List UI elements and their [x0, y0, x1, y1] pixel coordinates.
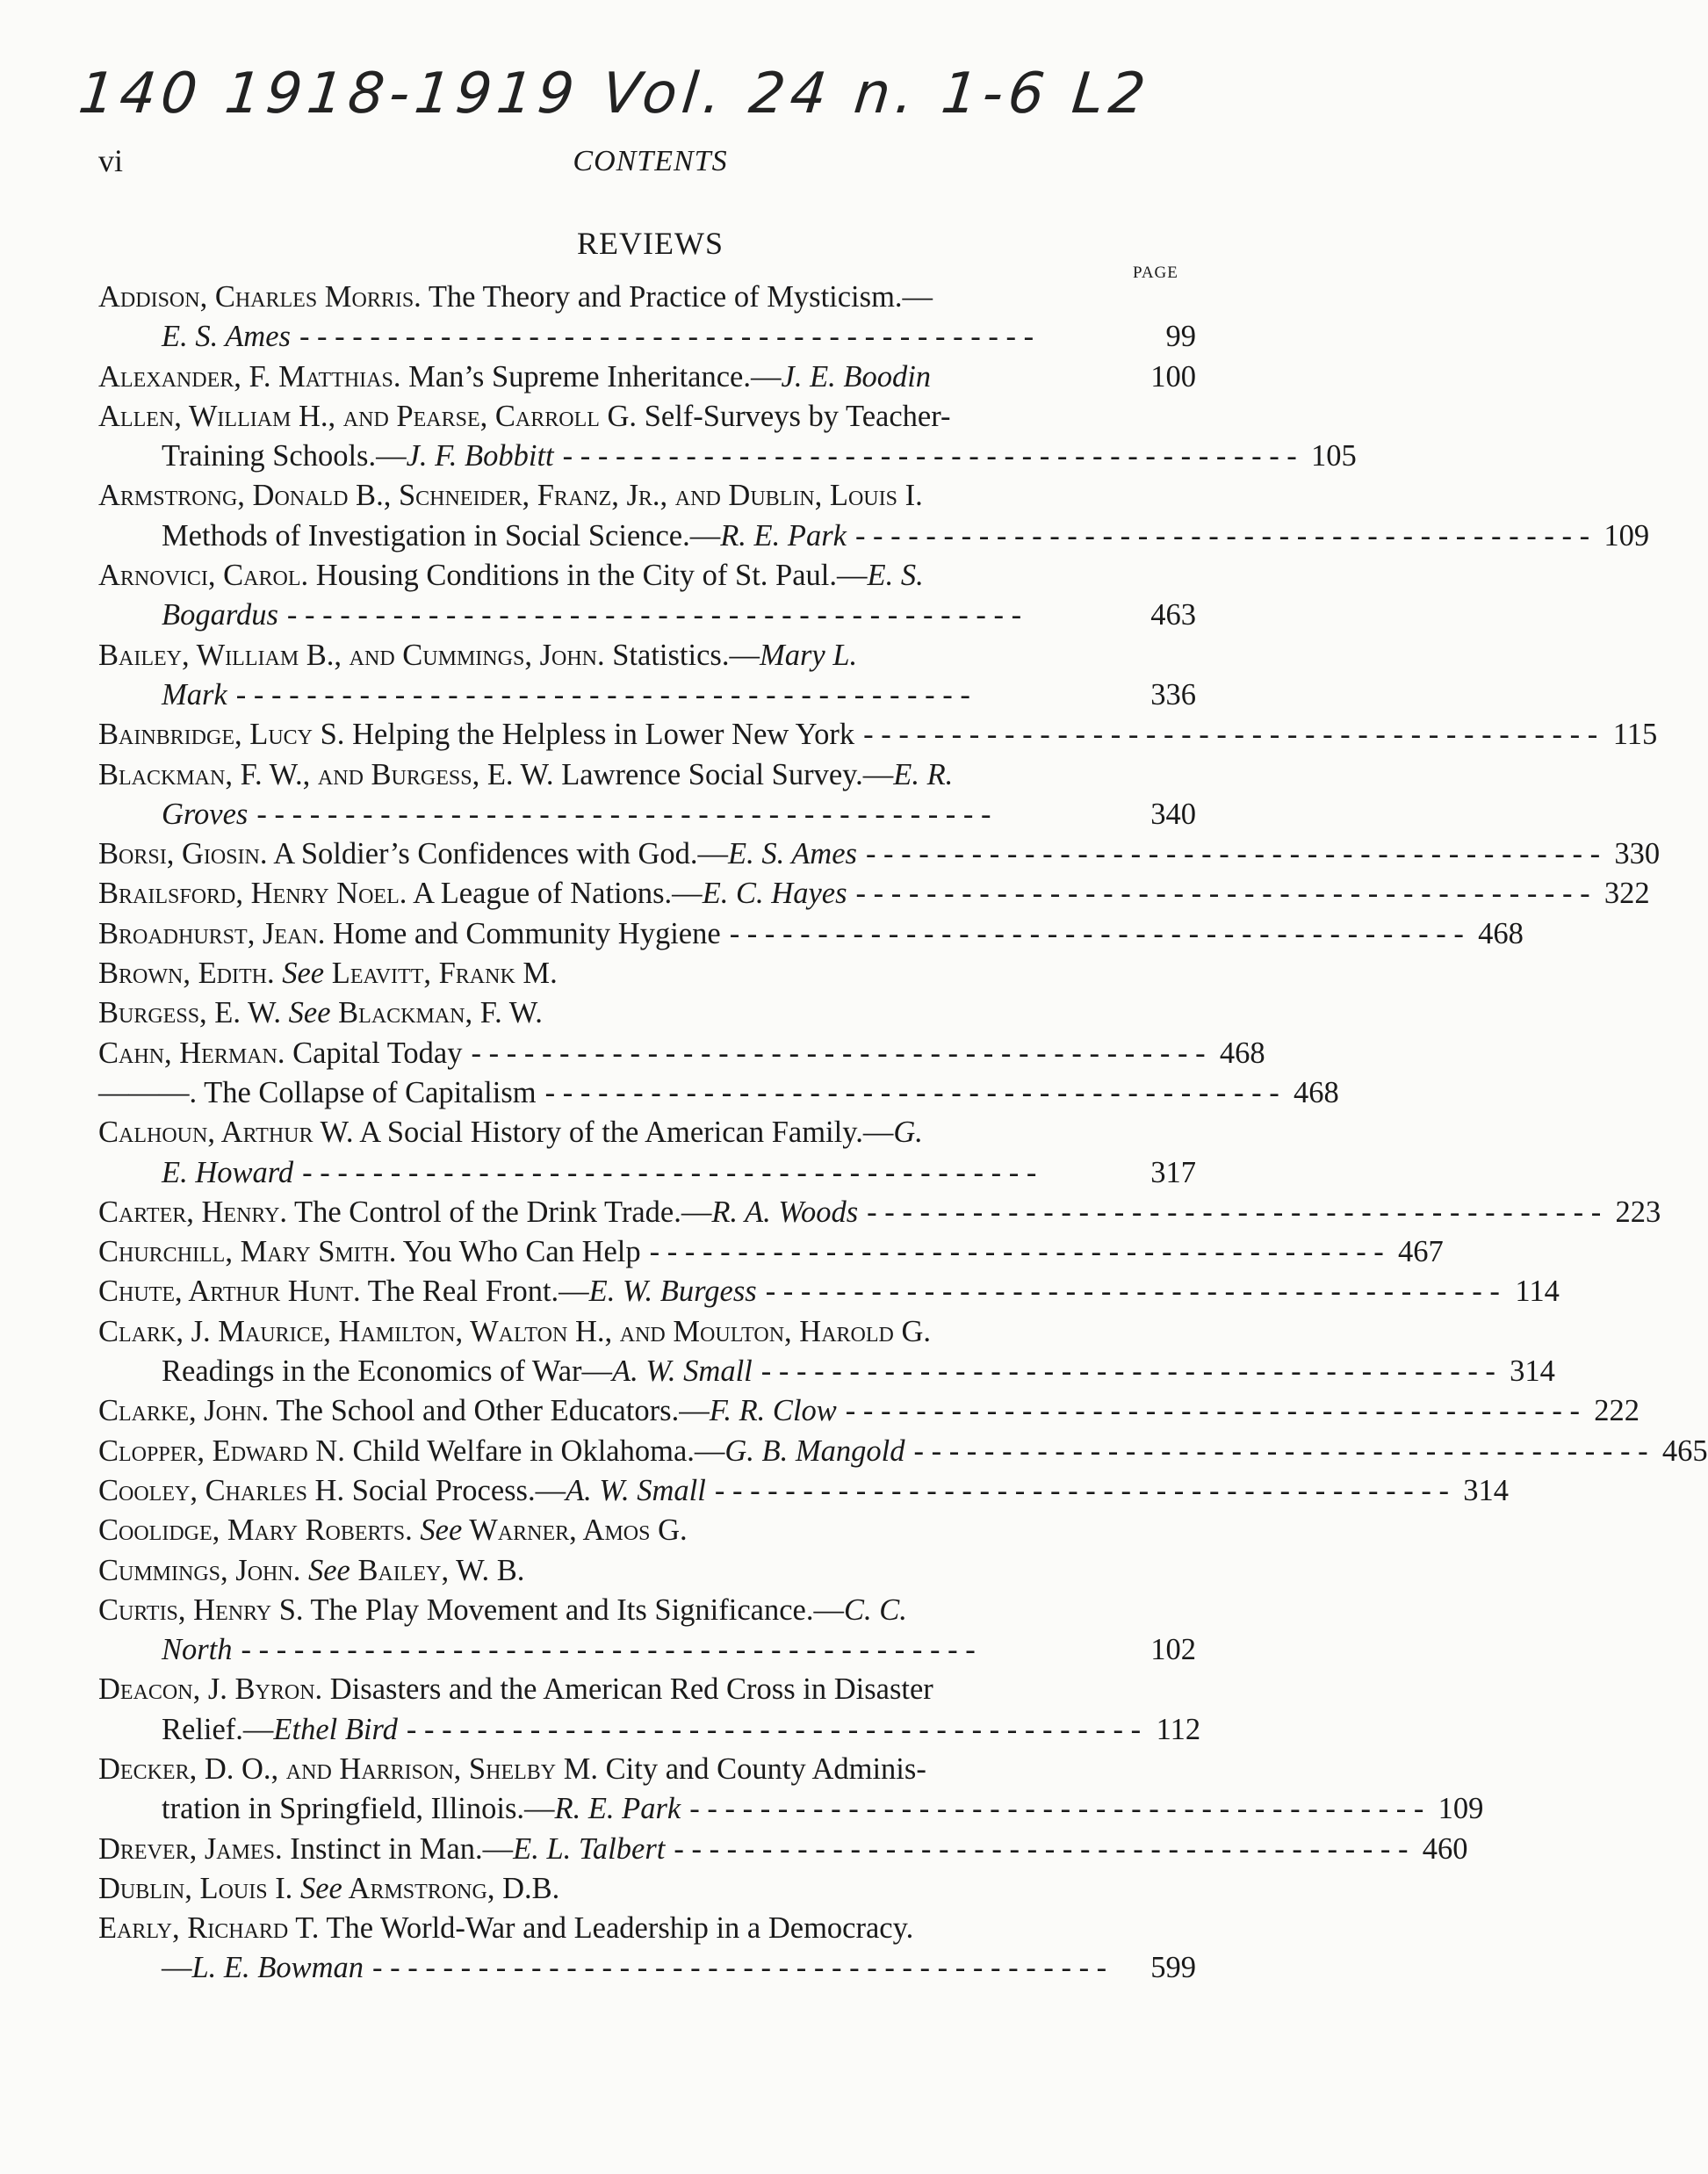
entry-line	[98, 1511, 1196, 1550]
entry-line	[98, 1391, 1640, 1431]
section-title: REVIEWS	[577, 226, 724, 261]
dot-leader: - - - - - - - - - - - - - - - - - - - - - - - - - - - - - - - - - - - - - - - - - -	[471, 1036, 1206, 1070]
entry-text	[162, 516, 847, 556]
entry-author: Addison, Charles Morris.	[98, 280, 422, 314]
entry-reviewer: Bogardus	[162, 598, 278, 632]
dot-leader: - - - - - - - - - - - - - - - - - - - - - - - - - - - - - - - - - - - - - - - - - -	[865, 837, 1601, 871]
entry-reviewer: G.	[893, 1116, 923, 1150]
entry-line	[98, 874, 1650, 914]
entry-page-number: 99	[1165, 320, 1196, 354]
entry-title: The Play Movement and Its Significance.—	[303, 1593, 844, 1627]
entry-author: Dublin, Louis I.	[98, 1871, 293, 1905]
entry-text	[98, 1272, 757, 1311]
entry-title	[275, 957, 283, 990]
entry-page-number: 468	[1478, 916, 1524, 950]
entry-page-number: 330	[1614, 837, 1661, 871]
entry-text	[98, 1113, 923, 1152]
entry-continuation-line	[98, 795, 1196, 834]
entry-page-number: 468	[1219, 1036, 1265, 1070]
entry-text	[98, 1193, 858, 1232]
entry-reviewer: R. A. Woods	[711, 1195, 859, 1229]
entry-text	[98, 1909, 913, 1948]
entry-reviewer: E. C. Hayes	[702, 877, 847, 911]
entry-text	[162, 1948, 364, 1988]
entry-text	[162, 1630, 233, 1670]
entry-text	[162, 1153, 293, 1193]
entry-text	[98, 636, 857, 675]
entry-title	[292, 1872, 300, 1905]
entry-line	[98, 1591, 1196, 1630]
entry-title: Home and Community Hygiene	[325, 916, 721, 950]
entry-author: Cummings, John.	[98, 1553, 301, 1587]
entry-text	[98, 1670, 933, 1709]
entry-page-number: 468	[1294, 1075, 1339, 1109]
dot-leader: - - - - - - - - - - - - - - - - - - - - - - - - - - - - - - - - - - - - - - - - - -	[913, 1434, 1648, 1468]
entry-line	[98, 1670, 1196, 1709]
entry-title: Methods of Investigation in Social Science.—	[162, 518, 721, 553]
entry-page-number: 460	[1422, 1831, 1468, 1866]
entry-page-number: 463	[1150, 598, 1196, 632]
entry-see-word: See	[288, 996, 331, 1030]
entry-line	[98, 755, 1196, 795]
entry-line	[98, 1471, 1509, 1511]
entry-see-reference: Blackman, F. W.	[330, 996, 543, 1030]
entry-author: Curtis, Henry S.	[98, 1593, 304, 1627]
entry-continuation-line	[98, 1630, 1196, 1670]
entry-reviewer: E. S. Ames	[162, 320, 291, 354]
entry-author: Bainbridge, Lucy S.	[98, 718, 345, 752]
entry-line	[98, 1073, 1339, 1113]
entry-text	[162, 1710, 398, 1750]
entry-page-number: 102	[1150, 1633, 1196, 1667]
entry-text	[98, 1750, 926, 1789]
dot-leader: - - - - - - - - - - - - - - - - - - - - - - - - - - - - - - - - - - - - - - - - - -	[867, 1195, 1602, 1229]
entry-continuation-line	[98, 675, 1196, 715]
entry-line	[98, 278, 1196, 317]
entry-author: Early, Richard T.	[98, 1911, 320, 1946]
entry-line	[98, 914, 1524, 954]
entry-line	[98, 1034, 1265, 1073]
entry-reviewer: L. E. Bowman	[191, 1951, 364, 1985]
dot-leader: - - - - - - - - - - - - - - - - - - - - - - - - - - - - - - - - - - - - - - - - - -	[544, 1075, 1279, 1109]
dot-leader: - - - - - - - - - - - - - - - - - - - - - - - - - - - - - - - - - - - - - - - - - -	[863, 718, 1598, 752]
entry-reviewer: E. R.	[893, 757, 954, 791]
entry-text	[98, 1869, 559, 1909]
dot-leader: - - - - - - - - - - - - - - - - - - - - - - - - - - - - - - - - - - - - - - - - - -	[674, 1831, 1409, 1866]
entry-line	[98, 1272, 1560, 1311]
entry-reviewer: G. B. Mangold	[724, 1434, 905, 1468]
entry-page-number: 336	[1150, 677, 1196, 711]
entry-reviewer: E. L. Talbert	[513, 1831, 666, 1866]
dot-leader: - - - - - - - - - - - - - - - - - - - - - - - - - - - - - - - - - - - - - - - - - -	[649, 1235, 1384, 1269]
entry-author: Deacon, J. Byron.	[98, 1672, 323, 1707]
entry-text	[98, 1073, 537, 1113]
entry-title	[300, 1554, 308, 1587]
entry-text	[98, 1432, 904, 1471]
entry-continuation-line	[98, 1352, 1555, 1391]
dot-leader: - - - - - - - - - - - - - - - - - - - - - - - - - - - - - - - - - - - - - - - - - -	[562, 439, 1297, 473]
entry-title: The Control of the Drink Trade.—	[287, 1195, 712, 1229]
entry-line	[98, 834, 1661, 874]
entry-line	[98, 1909, 1196, 1948]
entry-line	[98, 993, 1196, 1033]
entry-see-reference: Warner, Amos G.	[462, 1513, 688, 1548]
entry-title: Disasters and the American Red Cross in Disaster	[322, 1672, 933, 1707]
entry-author: Broadhurst, Jean.	[98, 916, 326, 950]
entry-line	[98, 1232, 1444, 1272]
entry-page-number: 322	[1604, 877, 1650, 911]
entry-line	[98, 1750, 1196, 1789]
entry-page-number: 599	[1150, 1951, 1196, 1985]
entry-page-number: 340	[1150, 797, 1196, 831]
entry-author: Allen, William H., and Pearse, Carroll G.	[98, 399, 638, 433]
entry-text	[98, 476, 923, 516]
entry-title: Helping the Helpless in Lower New York	[344, 718, 855, 752]
entry-author: Coolidge, Mary Roberts.	[98, 1513, 413, 1548]
entry-text	[98, 1312, 931, 1352]
entry-text	[98, 1391, 837, 1431]
page-folio: vi	[98, 143, 124, 178]
entry-author: Bailey, William B., and Cummings, John.	[98, 638, 605, 672]
entry-reviewer: E. Howard	[162, 1155, 294, 1189]
entry-page-number: 465	[1661, 1434, 1708, 1468]
entry-page-number: 112	[1156, 1712, 1201, 1746]
entry-text	[98, 1471, 706, 1511]
dot-leader: - - - - - - - - - - - - - - - - - - - - - - - - - - - - - - - - - - - - - - - - - -	[760, 1354, 1495, 1389]
entry-author: Brown, Edith.	[98, 957, 275, 991]
entry-author: Calhoun, Arthur W.	[98, 1116, 354, 1150]
entry-see-reference: Leavitt, Frank M.	[324, 957, 558, 991]
entry-continuation-line	[98, 437, 1357, 476]
entry-text	[162, 596, 278, 635]
entry-text	[98, 1232, 641, 1272]
entry-text	[98, 278, 933, 317]
entry-author: Churchill, Mary Smith.	[98, 1235, 397, 1269]
entry-line	[98, 715, 1658, 755]
entry-continuation-line	[98, 596, 1196, 635]
entry-see-word: See	[299, 1871, 342, 1905]
entry-continuation-line	[98, 1948, 1196, 1988]
entry-title: Man’s Supreme Inheritance.—	[400, 359, 782, 394]
entry-author: Clopper, Edward N.	[98, 1434, 345, 1468]
dot-leader: - - - - - - - - - - - - - - - - - - - - - - - - - - - - - - - - - - - - - - - - - -	[256, 797, 991, 831]
entry-reviewer: E. S.	[867, 559, 924, 593]
dot-leader: - - - - - - - - - - - - - - - - - - - - - - - - - - - - - - - - - - - - - - - - - -	[286, 598, 1022, 632]
entry-text	[98, 914, 721, 954]
entry-title: The Real Front.—	[360, 1275, 589, 1309]
entry-page-number: 467	[1398, 1235, 1444, 1269]
entry-reviewer: Mark	[162, 677, 227, 711]
dot-leader: - - - - - - - - - - - - - - - - - - - - - - - - - - - - - - - - - - - - - - - - - -	[714, 1473, 1449, 1507]
entry-author: Blackman, F. W., and Burgess, E. W.	[98, 757, 554, 791]
entry-title: A Social History of the American Family.—	[353, 1116, 894, 1150]
entry-author: Arnovici, Carol.	[98, 559, 309, 593]
entry-page-number: 222	[1594, 1394, 1640, 1428]
entry-reviewer: North	[162, 1633, 233, 1667]
entry-reviewer: Groves	[162, 797, 249, 831]
entry-title: Child Welfare in Oklahoma.—	[344, 1434, 725, 1468]
entry-title: Training Schools.—	[162, 439, 407, 473]
entry-reviewer: Ethel Bird	[273, 1712, 398, 1746]
dot-leader: - - - - - - - - - - - - - - - - - - - - - - - - - - - - - - - - - - - - - - - - - -	[235, 677, 970, 711]
entry-author: ———.	[98, 1075, 198, 1109]
entry-see-word: See	[420, 1513, 463, 1548]
entry-text	[98, 755, 953, 795]
entry-reviewer: A. W. Small	[566, 1473, 706, 1507]
entry-title: A League of Nations.—	[407, 877, 703, 911]
dot-leader: - - - - - - - - - - - - - - - - - - - - - - - - - - - - - - - - - - - - - - - - - -	[729, 916, 1464, 950]
entry-text	[98, 954, 558, 993]
entry-line	[98, 397, 1196, 437]
entry-text	[98, 1034, 462, 1073]
page-column-label: PAGE	[1133, 264, 1178, 282]
entry-text	[162, 317, 291, 357]
entry-reviewer: F. R. Clow	[709, 1394, 837, 1428]
entry-title: The Theory and Practice of Mysticism.—	[421, 280, 933, 314]
entry-title: —	[162, 1951, 192, 1985]
entry-title: The Collapse of Capitalism	[197, 1075, 537, 1109]
entry-text	[98, 1591, 907, 1630]
entry-see-reference: Bailey, W. B.	[350, 1553, 525, 1587]
entry-author: Carter, Henry.	[98, 1195, 288, 1229]
entry-title: The School and Other Educators.—	[269, 1394, 710, 1428]
entry-line	[98, 1869, 1196, 1909]
entry-text	[162, 675, 227, 715]
entry-see-word: See	[307, 1553, 350, 1587]
entry-text	[98, 397, 951, 437]
entry-reviewer: J. F. Bobbitt	[406, 439, 554, 473]
entry-page-number: 114	[1515, 1275, 1560, 1309]
entry-reviewer: A. W. Small	[612, 1354, 753, 1389]
entry-page-number: 314	[1463, 1473, 1509, 1507]
entry-reviewer: R. E. Park	[720, 518, 847, 553]
dot-leader: - - - - - - - - - - - - - - - - - - - - - - - - - - - - - - - - - - - - - - - - - -	[765, 1275, 1500, 1309]
entry-line	[98, 1551, 1196, 1591]
entry-text	[98, 358, 931, 397]
entry-author: Clarke, John.	[98, 1394, 270, 1428]
dot-leader: - - - - - - - - - - - - - - - - - - - - - - - - - - - - - - - - - - - - - - - - - -	[845, 1394, 1580, 1428]
entry-line	[98, 1193, 1661, 1232]
handwritten-catalog-note: 140 1918-1919 Vol. 24 n. 1-6 L2	[76, 61, 1154, 126]
entry-text	[98, 1830, 665, 1869]
entry-title: Instinct in Man.—	[282, 1831, 514, 1866]
entry-continuation-line	[98, 516, 1650, 556]
entry-continuation-line	[98, 1789, 1484, 1829]
entry-page-number: 109	[1438, 1792, 1484, 1826]
entry-text	[98, 993, 543, 1033]
entry-title: You Who Can Help	[396, 1235, 641, 1269]
entry-reviewer: E. S. Ames	[728, 837, 857, 871]
dot-leader: - - - - - - - - - - - - - - - - - - - - - - - - - - - - - - - - - - - - - - - - - -	[689, 1792, 1424, 1826]
entry-author: Burgess, E. W.	[98, 996, 282, 1030]
entry-page-number: 115	[1612, 718, 1658, 752]
dot-leader: - - - - - - - - - - - - - - - - - - - - - - - - - - - - - - - - - - - - - - - - - -	[854, 518, 1590, 553]
entry-reviewer: R. E. Park	[554, 1792, 681, 1826]
dot-leader: - - - - - - - - - - - - - - - - - - - - - - - - - - - - - - - - - - - - - - - - - -	[302, 1155, 1037, 1189]
entry-author: Armstrong, Donald B., Schneider, Franz, Jr., and Dublin, Louis I.	[98, 479, 923, 513]
entry-author: Chute, Arthur Hunt.	[98, 1275, 361, 1309]
entry-title: City and County Adminis-	[598, 1751, 926, 1786]
entry-author: Cooley, Charles H.	[98, 1473, 345, 1507]
entry-line	[98, 1432, 1708, 1471]
entry-line	[98, 1113, 1196, 1152]
entry-title: The World-War and Leadership in a Democracy.	[319, 1911, 914, 1946]
entry-title: Self-Surveys by Teacher-	[637, 399, 951, 433]
entry-page-number: 223	[1615, 1195, 1661, 1229]
entry-title: tration in Springfield, Illinois.—	[162, 1792, 555, 1826]
entry-title: Statistics.—	[604, 638, 760, 672]
entry-reviewer: Mary L.	[759, 638, 858, 672]
entry-title: Housing Conditions in the City of St. Paul.—	[308, 559, 868, 593]
entry-page-number: 105	[1311, 439, 1357, 473]
entry-line	[98, 476, 1196, 516]
entry-reviewer: E. W. Burgess	[588, 1275, 757, 1309]
entry-reviewer: C. C.	[843, 1593, 907, 1627]
entry-author: Clark, J. Maurice, Hamilton, Walton H., and Moulton, Harold G.	[98, 1314, 932, 1348]
entry-see-word: See	[282, 957, 325, 991]
entry-title	[281, 996, 289, 1029]
entry-text	[98, 1551, 524, 1591]
entry-title: Readings in the Economics of War—	[162, 1354, 613, 1389]
entry-text	[98, 715, 854, 755]
entry-text	[98, 556, 924, 596]
entry-reviewer: J. E. Boodin	[781, 359, 932, 394]
dot-leader: - - - - - - - - - - - - - - - - - - - - - - - - - - - - - - - - - - - - - - - - - -	[855, 877, 1590, 911]
review-entries-list	[98, 278, 1708, 1989]
entry-author: Decker, D. O., and Harrison, Shelby M.	[98, 1751, 599, 1786]
entry-text	[98, 1511, 688, 1550]
dot-leader: - - - - - - - - - - - - - - - - - - - - - - - - - - - - - - - - - - - - - - - - - -	[241, 1633, 976, 1667]
entry-author: Drever, James.	[98, 1831, 283, 1866]
entry-continuation-line	[98, 1710, 1201, 1750]
entry-page-number: 109	[1604, 518, 1650, 553]
entry-author: Brailsford, Henry Noel.	[98, 877, 407, 911]
entry-page-number: 100	[1150, 359, 1196, 394]
entry-line	[98, 954, 1196, 993]
entry-text	[162, 1789, 681, 1829]
entry-title: Social Process.—	[344, 1473, 566, 1507]
entry-line	[98, 1312, 1196, 1352]
entry-continuation-line	[98, 1153, 1196, 1193]
entry-title: Capital Today	[285, 1036, 463, 1070]
entry-page-number: 314	[1510, 1354, 1555, 1389]
dot-leader: - - - - - - - - - - - - - - - - - - - - - - - - - - - - - - - - - - - - - - - - - -	[372, 1951, 1107, 1985]
entry-title: Lawrence Social Survey.—	[553, 757, 894, 791]
entry-see-reference: Armstrong, D.B.	[342, 1871, 560, 1905]
entry-text	[162, 795, 248, 834]
entry-title: A Soldier’s Confidences with God.—	[267, 837, 728, 871]
entry-line	[98, 636, 1196, 675]
entry-text	[162, 1352, 753, 1391]
entry-author: Cahn, Herman.	[98, 1036, 285, 1070]
entry-page-number: 317	[1150, 1155, 1196, 1189]
running-head: CONTENTS	[573, 145, 728, 177]
entry-author: Alexander, F. Matthias.	[98, 359, 401, 394]
entry-line	[98, 358, 1196, 397]
entry-line	[98, 556, 1196, 596]
entry-text	[98, 834, 857, 874]
entry-text	[162, 437, 554, 476]
entry-author: Borsi, Giosin.	[98, 837, 268, 871]
entry-continuation-line	[98, 317, 1196, 357]
dot-leader: - - - - - - - - - - - - - - - - - - - - - - - - - - - - - - - - - - - - - - - - - -	[299, 320, 1034, 354]
entry-line	[98, 1830, 1468, 1869]
entry-text	[98, 874, 847, 914]
entry-title: Relief.—	[162, 1712, 274, 1746]
dot-leader: - - - - - - - - - - - - - - - - - - - - - - - - - - - - - - - - - - - - - - - - - -	[406, 1712, 1142, 1746]
